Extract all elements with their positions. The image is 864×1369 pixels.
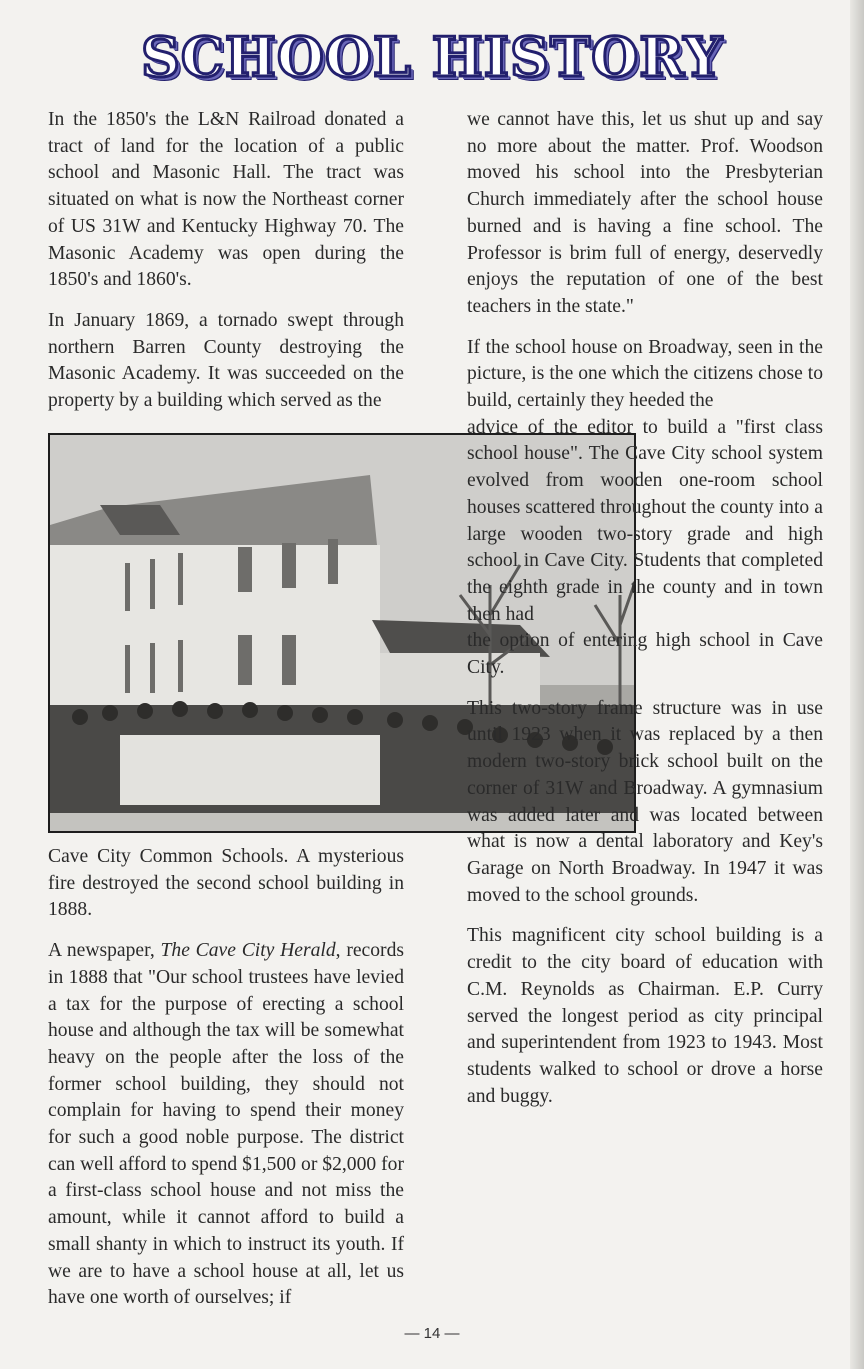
paragraph: If the school house on Broadway, seen in the picture, is the one which the citizens chose to build, certainly they heeded the [467,336,823,412]
newspaper-title: The Cave City Herald [160,940,336,962]
paragraph: In the 1850's the L&N Railroad donated a tract of land for the location of a public school and Masonic Hall. The tract was situated on what is now the Northeast corner of US 31W and Kentucky Highway 70. The Masonic Academy was open during the 1850's and 1860's. [48,109,404,291]
page-edge-shadow [850,0,864,1369]
paragraph-wrap: advice of the editor to build a "first class school house". The Cave City school system evolved from wooden one-room school houses scattered throughout the county into a large wooden two-story grade and high school in Cave City. Students that completed the eighth grade in the county and in town then had [467,416,823,625]
newspaper-paragraph: A newspaper, The Cave City Herald, records in 1888 that "Our school trustees have levied a tax for the purpose of erecting a school house and although the tax will be somewhat heavy on the people after the loss of the former school building, they should not complain for having to spend their money for such a good noble purpose. The district can well afford to spend $1,500 or $2,000 for a first-class school house and not miss the amount, while it cannot afford to build a small shanty in which to instruct its youth. If we are to have a school house at all, let us have one worth of ourselves; if [48,940,404,1309]
right-column [467,107,823,1110]
left-column-top [48,107,404,415]
paragraph: This two-story frame structure was in use until 1923 when it was replaced by a then modern two-story brick school built on the corner of 31W and Broadway. A gymnasium was added later and was located between what is now a dental laboratory and Key's Garage on North Broadway. In 1947 it was moved to the school grounds. [467,697,823,906]
paragraph: This magnificent city school building is a credit to the city board of education with C.M. Reynolds as Chairman. E.P. Curry served the longest period as city principal and superintendent from 1923 to 1943. Most students walked to school or drove a horse and buggy. [467,925,823,1107]
left-column-bottom [48,844,404,1312]
page-title: SCHOOL HISTORY [140,25,724,89]
paragraph: the option of entering high school in Cave City. [467,630,823,679]
page-number: — 14 — [404,1325,460,1342]
paragraph: we cannot have this, let us shut up and say no more about the matter. Prof. Woodson moved his school into the Presbyterian Church immediately after the school house burned and is having a fine school. The Professor is brim full of energy, deservedly enjoys the reputation of one of the best teachers in the state." [467,109,823,317]
paragraph: In January 1869, a tornado swept through northern Barren County destroying the Masonic Academy. It was succeeded on the property by a building which served as the [48,309,404,412]
paragraph: Cave City Common Schools. A mysterious fire destroyed the second school building in 1888. [48,846,404,921]
